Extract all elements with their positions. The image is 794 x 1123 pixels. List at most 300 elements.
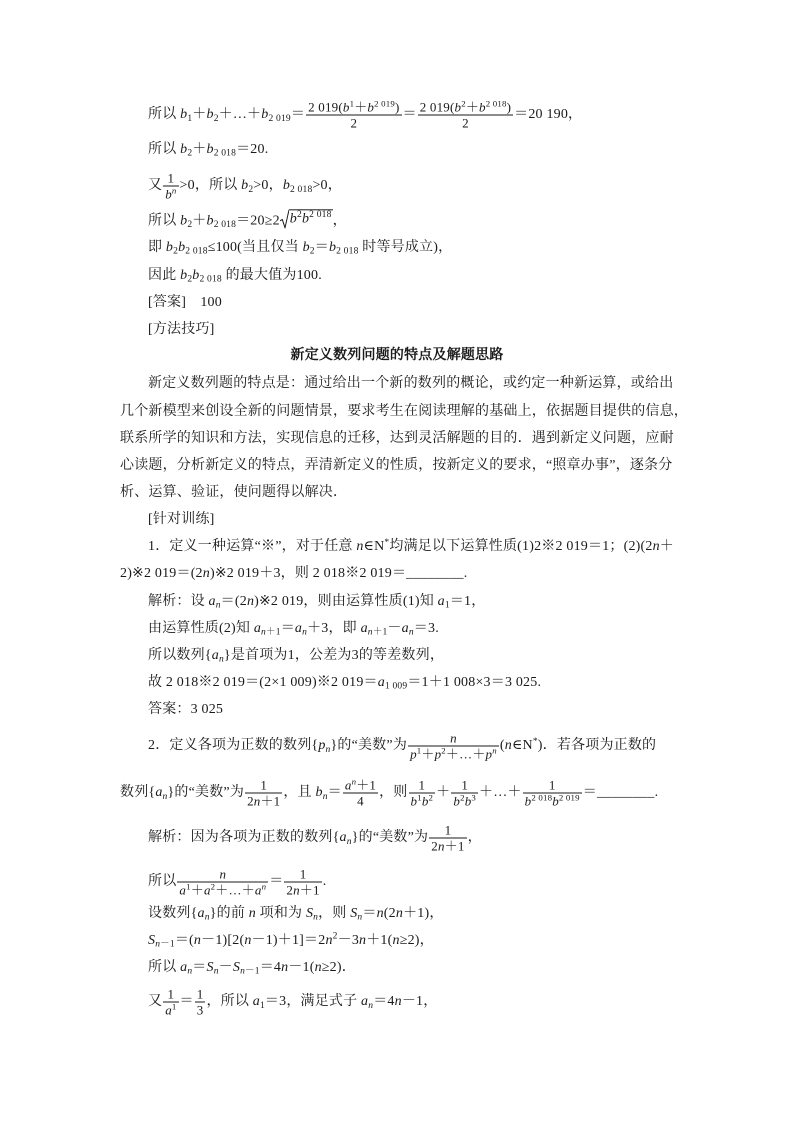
text-run: 2 [431,838,438,854]
text-run: ，所以 [206,994,253,1010]
math-variable: n [367,627,373,638]
text-run: ，且 [283,785,316,801]
math-variable: n [395,905,404,921]
math-variable: n [504,738,512,754]
text-run: ＋ [659,539,674,554]
math-variable: a [253,620,262,636]
text-run: 项和为 [255,905,306,921]
text-run: >0， [312,178,342,194]
square-root [280,209,333,228]
fraction-numerator [284,867,321,883]
text-run: 2 018 [485,98,507,109]
text-run: 2 [350,115,358,131]
fraction-denominator [163,187,178,202]
text-run: －1 [245,966,260,977]
fraction-numerator [409,778,436,794]
math-variable: b [180,267,188,283]
fraction-numerator [343,778,378,794]
math-variable: n [356,539,364,554]
text-run: ＋…＋ [479,785,522,801]
text-run: ，则 [379,785,408,801]
text-run: ＋1 [260,793,281,809]
problem-1-solution-line [148,593,485,611]
math-variable: S [305,905,314,921]
text-run: 设数列{ [148,905,198,921]
math-variable: n [244,932,252,948]
text-run: ＋ [421,746,435,762]
fraction [409,778,436,809]
text-run: }的“美数”为 [167,785,245,801]
math-variable: b [241,178,249,194]
text-run: 时等号成立)， [358,239,453,255]
math-variable: b [178,239,186,255]
text-run: 2 [428,792,434,803]
problem-2-solution-line [148,905,444,923]
text-run: ≤100(当且仅当 [207,239,303,255]
text-run: 1 [418,777,426,793]
text-run: 1 [259,1001,265,1012]
math-variable: n [281,959,289,975]
math-variable: a [179,882,187,898]
math-variable: b [453,793,461,809]
superscript [172,186,177,196]
text-run: 2 [247,793,254,809]
text-run: ，则 [318,905,351,921]
math-variable: n [376,905,384,921]
text-run: 答案：3 025 [148,702,224,717]
math-variable: n [357,912,363,923]
text-run: 2 [187,220,193,231]
math-variable: b [206,107,214,123]
text-run: 2 018 [336,246,359,257]
text-run: 2 [332,931,338,942]
fraction-numerator [177,867,268,883]
text-run: ≥2)， [399,932,434,948]
subscript [214,149,236,159]
text-run: }的“美数”为 [351,830,429,846]
text-run: 因此 [148,267,181,283]
text-run: 2 [248,185,254,196]
text-run: 1．定义一种运算“※”，对于任意 [148,539,357,554]
text-run: 新定义数列题的特点是：通过给出一个新的数列的概论，或约定一种新运算，或给出 [148,376,674,391]
text-run: 1 [167,170,175,186]
text-run: 2．定义各项为正数的数列{ [148,738,319,754]
text-run: 所以 [148,107,181,123]
text-run: 1 [548,777,556,793]
fraction [343,778,378,809]
math-variable: a [203,882,211,898]
solution-step-line [148,171,342,202]
fraction [451,778,478,809]
text-run: )．若各项为正数的 [537,738,657,754]
math-variable: n [248,905,256,921]
problem-2-solution-line [148,987,437,1018]
math-variable: n [314,959,322,975]
text-run: 又 [148,178,163,194]
math-variable: b [524,793,532,809]
text-run: ≥2)． [321,959,356,975]
text-run: )※2 019＋3，则 2 018※2 019＝________. [209,566,468,581]
text-run: . [322,874,327,890]
math-variable: a [254,882,262,898]
text-run: －1 [160,939,175,950]
fraction [284,867,321,898]
superscript [429,793,434,803]
text-run: 1 [444,600,450,611]
text-run: 1 [260,777,268,793]
math-variable: p [485,746,493,762]
text-run: －3 [337,932,360,948]
math-variable: a [339,830,347,846]
math-variable: b [342,99,350,115]
fraction-denominator [306,116,401,131]
math-variable: p [318,738,326,754]
text-run: 2 [460,792,465,803]
fraction [418,100,513,131]
fraction-denominator [409,794,436,809]
text-run: ＋ [436,785,451,801]
math-variable: a [208,593,216,609]
problem-1-solution-line [148,674,541,692]
math-variable: a [155,785,163,801]
paragraph-line [120,403,688,421]
text-run: * [532,736,538,747]
text-run: 2 019( [419,99,455,115]
text-run: }是首项为1，公差为3的等差数列， [223,647,445,663]
math-variable: b [464,793,472,809]
text-run: }的“美数”为 [330,738,408,754]
fraction [306,100,401,131]
text-run: 所以数列{ [148,647,212,663]
text-run: 1 [416,745,422,756]
problem-2-solution-line [148,959,356,977]
text-run: 几个新模型来创设全新的问题情景，要求考生在阅读理解的基础上，依据题目提供的信息， [120,404,688,419]
math-variable: n [253,793,261,809]
math-variable: b [261,107,269,123]
text-run: ) [506,99,512,115]
text-run: ＝ [280,620,295,636]
math-variable: a [294,620,303,636]
fraction-denominator [418,116,513,131]
math-variable: a [252,994,260,1010]
text-run: ∈N [511,738,533,754]
text-run: 2 018 [185,246,208,257]
math-variable: n [408,627,414,638]
subscript [368,628,388,638]
fraction [523,778,582,809]
fraction-numerator [451,778,478,794]
text-run: 2 [441,745,446,756]
text-run: (2 [383,905,396,921]
text-run: 1 [299,866,307,882]
superscript [374,99,395,109]
math-variable: n [351,776,357,787]
solution-step-line [148,209,347,230]
text-run: －1)[2( [201,932,245,948]
problem-1-answer [148,701,223,719]
math-variable: n [240,966,246,977]
text-run: 2 018 [213,220,237,231]
solution-step-line [148,267,322,285]
section-heading [120,347,674,365]
math-variable: n [171,185,177,196]
text-run: 1 [167,986,175,1002]
math-variable: S [148,932,156,948]
radicand [289,209,333,228]
math-variable: n [325,932,333,948]
math-variable: n [187,966,193,977]
subscript [385,682,407,692]
text-run: ) [394,99,400,115]
superscript [531,793,552,803]
problem-2-solution-line [148,932,434,950]
text-run: 所以 [148,213,181,229]
math-variable: b [180,213,188,229]
text-run: 4 [357,793,364,809]
text-run: 心读题，分析新定义的特点，弄清新定义的性质，按新定义的要求，“照章办事”，逐条分 [120,458,673,473]
fraction-numerator [523,778,582,794]
text-run: 1 [186,881,191,892]
math-variable: n [204,912,210,923]
text-run: ＝________. [582,785,659,801]
text-run: 又 [148,994,163,1010]
fraction-numerator [163,987,178,1003]
subscript [336,247,358,257]
text-run: 所以 [148,959,181,975]
text-run: 2 [286,882,294,898]
text-run: 即 [148,239,166,255]
fraction [245,778,282,809]
text-run: 故 2 018※2 019＝(2×1 009)※2 019＝ [148,674,378,690]
text-run: 1 [187,114,193,125]
text-run: ＝ [362,905,377,921]
text-run: ＋1 [356,777,377,793]
text-run: 2 [210,881,216,892]
superscript [559,793,580,803]
superscript [492,746,497,756]
text-run: ， [332,213,347,229]
text-run: ＋ [465,99,480,115]
text-run: ＝20≥2 [236,213,280,229]
text-run: 2 018 [309,210,332,221]
math-variable: b [302,239,310,255]
fraction-numerator [306,100,401,116]
text-run: 析、运算、验证，使问题得以解决． [120,485,348,500]
math-variable: n [450,730,457,746]
fraction-numerator [163,171,178,187]
fraction-denominator [245,794,282,809]
math-variable: n [261,881,267,892]
problem-2-stem-line [148,731,656,762]
text-run: －1)＋1]＝2 [251,932,326,948]
text-run: 1 [349,98,355,109]
subscript [214,220,236,230]
math-variable: n [293,882,300,898]
math-variable: n [325,745,331,756]
text-run: ∈N [363,539,385,554]
text-run: 2 018 [199,274,222,285]
fraction-numerator [418,100,513,116]
text-run: [针对训练] [148,512,215,527]
math-variable: b [180,141,188,157]
text-run: 2 [187,274,193,285]
fraction-denominator [408,747,499,762]
fraction-denominator [284,883,321,898]
math-variable: S [206,959,214,975]
math-variable: n [215,600,221,611]
text-run: 3 [196,1002,204,1018]
fraction-denominator [163,1003,178,1018]
math-variable: n [359,932,367,948]
text-run: 所以 [148,141,181,157]
text-run: ＝ [179,994,194,1010]
math-variable: b [454,99,462,115]
text-run: 1 [461,777,469,793]
problem-1-solution-line [148,620,439,638]
superscript [471,793,476,803]
text-run: ＋ [192,107,207,123]
text-run: ＋ [192,141,207,157]
math-variable: n [261,627,266,638]
problem-2-solution-line [148,867,326,898]
text-run: 数列{ [120,785,156,801]
text-run: 2 019 [558,792,580,803]
radical-sign-icon [280,209,289,228]
math-variable: b [282,178,291,194]
text-run: ， [467,830,482,846]
text-run: ＝1＋1 008×3＝3 025. [407,674,542,690]
math-variable: n [322,792,328,803]
paragraph-line [120,457,672,475]
fraction-denominator [343,794,378,809]
math-variable: b [315,785,323,801]
text-run: 的最大值为100. [221,267,322,283]
math-variable: a [401,620,409,636]
math-variable: n [219,866,227,882]
text-run: 1 009 [384,681,408,692]
text-run: － [218,959,233,975]
text-run: 2)※2 019＝(2 [120,566,203,581]
text-run: ＋ [354,99,368,115]
text-run: 2 018 [531,792,553,803]
math-variable: S [232,959,241,975]
text-run: 2 [213,114,219,125]
fraction-numerator [408,731,499,747]
math-variable: S [350,905,358,921]
fraction [429,823,466,854]
text-run: 所以 [148,874,177,890]
math-variable: n [394,994,402,1010]
math-variable: b [192,267,200,283]
subscript [261,628,281,638]
text-run: )※2 019，则由运算性质(1)知 [254,593,438,609]
paragraph-line [120,430,674,448]
paragraph-line [120,484,347,502]
text-run: ＝( [174,932,194,948]
math-variable: p [410,746,417,762]
math-variable: b [206,213,214,229]
math-variable: b [206,141,214,157]
subscript [185,247,207,257]
math-variable: a [165,1002,172,1018]
fraction-denominator [523,794,582,809]
math-variable: a [211,647,219,663]
math-variable: n [437,838,445,854]
text-run: ＝ [402,107,417,123]
text-run: 2 019 [374,98,395,109]
text-run: ＋1 [444,838,465,854]
problem-2-stem-line [120,778,658,809]
subscript [268,114,290,124]
math-variable: a [344,777,352,793]
math-variable: b [421,793,429,809]
math-variable: b [289,211,297,227]
text-run: 解析：因为各项为正数的数列{ [148,830,340,846]
text-run: ＝ [192,959,207,975]
fraction-numerator [429,823,466,839]
math-variable: b [301,211,310,227]
fraction-numerator [195,987,206,1003]
math-variable: a [377,674,385,690]
math-variable: n [246,593,255,609]
text-run: ＝ [269,874,284,890]
text-run: 联系所学的知识和方法，实现信息的迁移，达到灵活解题的目的．遇到新定义问题，应耐 [120,431,674,446]
superscript [172,1002,177,1012]
text-run: 1 [171,1001,177,1012]
text-run: ＝ [314,239,329,255]
text-run: ＋1( [366,932,393,948]
text-run: ＝ [290,107,306,123]
math-variable: a [360,620,368,636]
math-variable: n [392,932,400,948]
text-run: ＝4 [373,994,395,1010]
fraction [163,987,178,1018]
math-variable: b [165,239,174,255]
text-run: ( [499,738,505,754]
math-variable: n [652,539,660,554]
answer-line [148,294,222,312]
superscript [309,210,331,220]
text-run: 2 [297,210,302,221]
fraction-denominator [429,839,466,854]
text-run: >0， [253,178,283,194]
fraction [163,171,178,202]
solution-step-line [148,239,452,257]
solution-step-line [148,141,268,159]
subscript [290,185,312,195]
math-variable: b [165,186,172,202]
math-variable: n [193,932,202,948]
problem-1-solution-line [148,647,444,665]
text-run: * [384,537,390,548]
fraction [408,731,499,762]
fraction-denominator [451,794,478,809]
superscript [262,882,267,892]
fraction-denominator [195,1003,206,1018]
math-variable: n [218,654,224,665]
text-run: ＋…＋ [218,107,262,123]
fraction-numerator [245,778,282,794]
math-variable: n [492,745,497,756]
text-run: 2 [187,148,193,159]
text-run: ＝ [327,785,342,801]
text-run: ＝(2 [220,593,247,609]
text-run: [方法技巧] [148,322,215,337]
text-run: 1 [444,822,452,838]
text-run: －1， [401,994,438,1010]
paragraph-line [148,375,673,393]
math-variable: n [162,792,168,803]
